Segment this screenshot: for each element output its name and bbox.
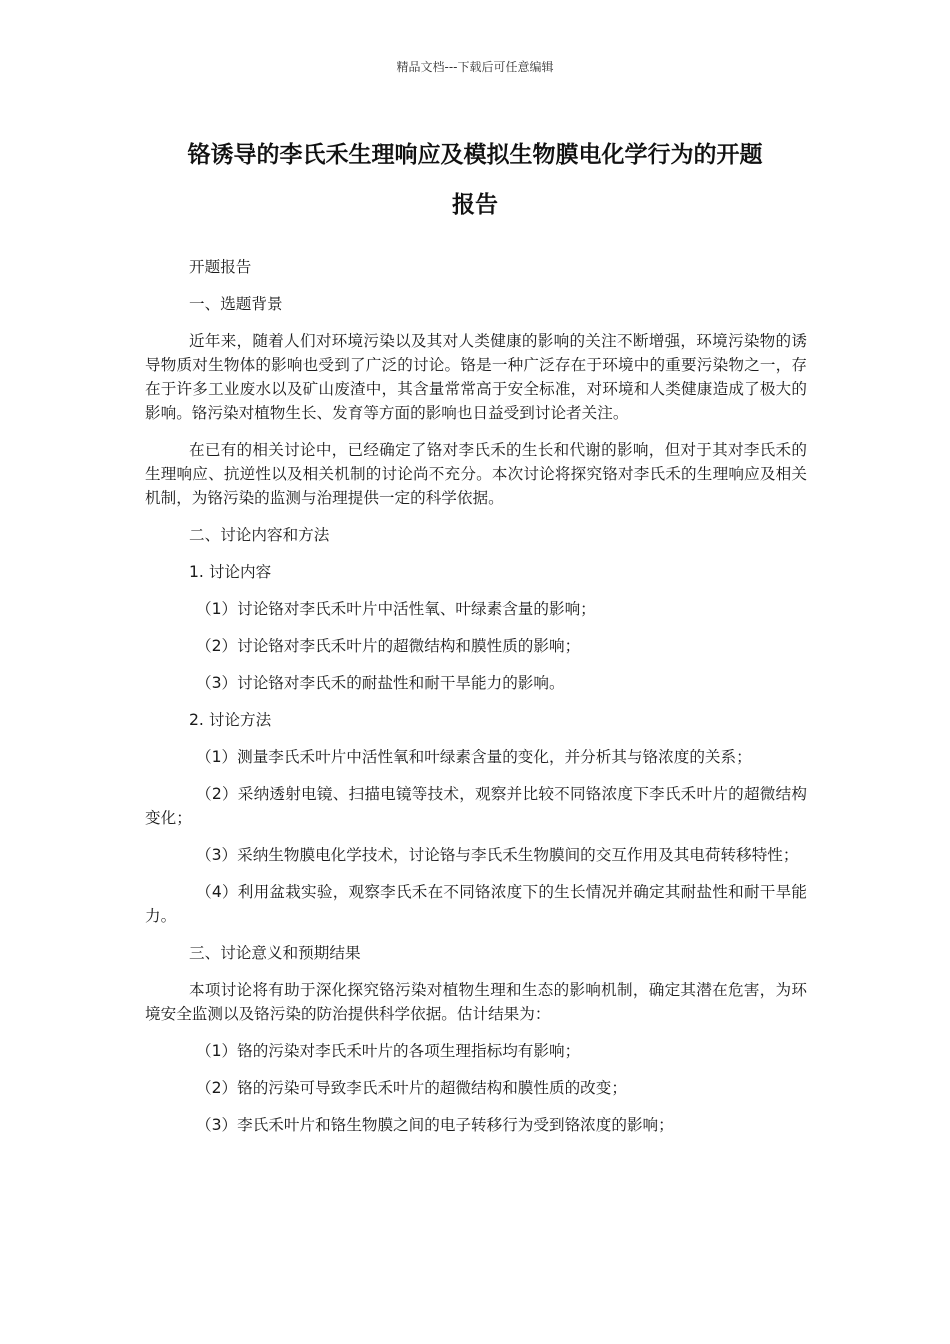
paragraph: 近年来，随着人们对环境污染以及其对人类健康的影响的关注不断增强，环境污染物的诱导物质对生物体的影响也受到了广泛的讨论。铬是一种广泛存在于环境中的重要污染物之一，存在于许多工业废水以及矿山废渣中，其含量常常高于安全标准，对环境和人类健康造成了极大的影响。铬污染对植物生长、发育等方面的影响也日益受到讨论者关注。 [145,332,807,422]
section-heading: 一、选题背景 [189,295,283,313]
list-item: （1）铬的污染对李氏禾叶片的各项生理指标均有影响； [196,1042,581,1060]
document-body [145,255,807,1150]
paragraph: 本项讨论将有助于深化探究铬污染对植物生理和生态的影响机制，确定其潜在危害，为环境安全监测以及铬污染的防治提供科学依据。估计结果为： [145,981,807,1023]
list-item: （2）讨论铬对李氏禾叶片的超微结构和膜性质的影响； [196,637,581,655]
list-item: （1）测量李氏禾叶片中活性氧和叶绿素含量的变化，并分析其与铬浓度的关系； [196,748,752,766]
paragraph: 在已有的相关讨论中，已经确定了铬对李氏禾的生长和代谢的影响，但对于其对李氏禾的生理响应、抗逆性以及相关机制的讨论尚不充分。本次讨论将探究铬对李氏禾的生理响应及相关机制，为铬污染的监测与治理提供一定的科学依据。 [145,441,807,507]
document-title [140,130,810,230]
list-item: （2）采纳透射电镜、扫描电镜等技术，观察并比较不同铬浓度下李氏禾叶片的超微结构变化； [145,785,807,827]
header-note: 精品文档---下载后可任意编辑 [396,60,554,74]
section-heading: 二、讨论内容和方法 [189,526,330,544]
title-line-1: 铬诱导的李氏禾生理响应及模拟生物膜电化学行为的开题 [187,142,763,168]
list-item: （4）利用盆栽实验，观察李氏禾在不同铬浓度下的生长情况并确定其耐盐性和耐干旱能力。 [145,883,807,925]
section-heading: 三、讨论意义和预期结果 [189,944,361,962]
list-item: （3）采纳生物膜电化学技术，讨论铬与李氏禾生物膜间的交互作用及其电荷转移特性； [196,846,799,864]
list-item: （3）李氏禾叶片和铬生物膜之间的电子转移行为受到铬浓度的影响； [196,1116,674,1134]
list-item: （3）讨论铬对李氏禾的耐盐性和耐干旱能力的影响。 [196,674,565,692]
section-label: 开题报告 [189,258,252,276]
title-line-2: 报告 [452,192,498,218]
subsection-heading: 2. 讨论方法 [189,711,272,729]
list-item: （1）讨论铬对李氏禾叶片中活性氧、叶绿素含量的影响； [196,600,596,618]
subsection-heading: 1. 讨论内容 [189,563,272,581]
list-item: （2）铬的污染可导致李氏禾叶片的超微结构和膜性质的改变； [196,1079,627,1097]
